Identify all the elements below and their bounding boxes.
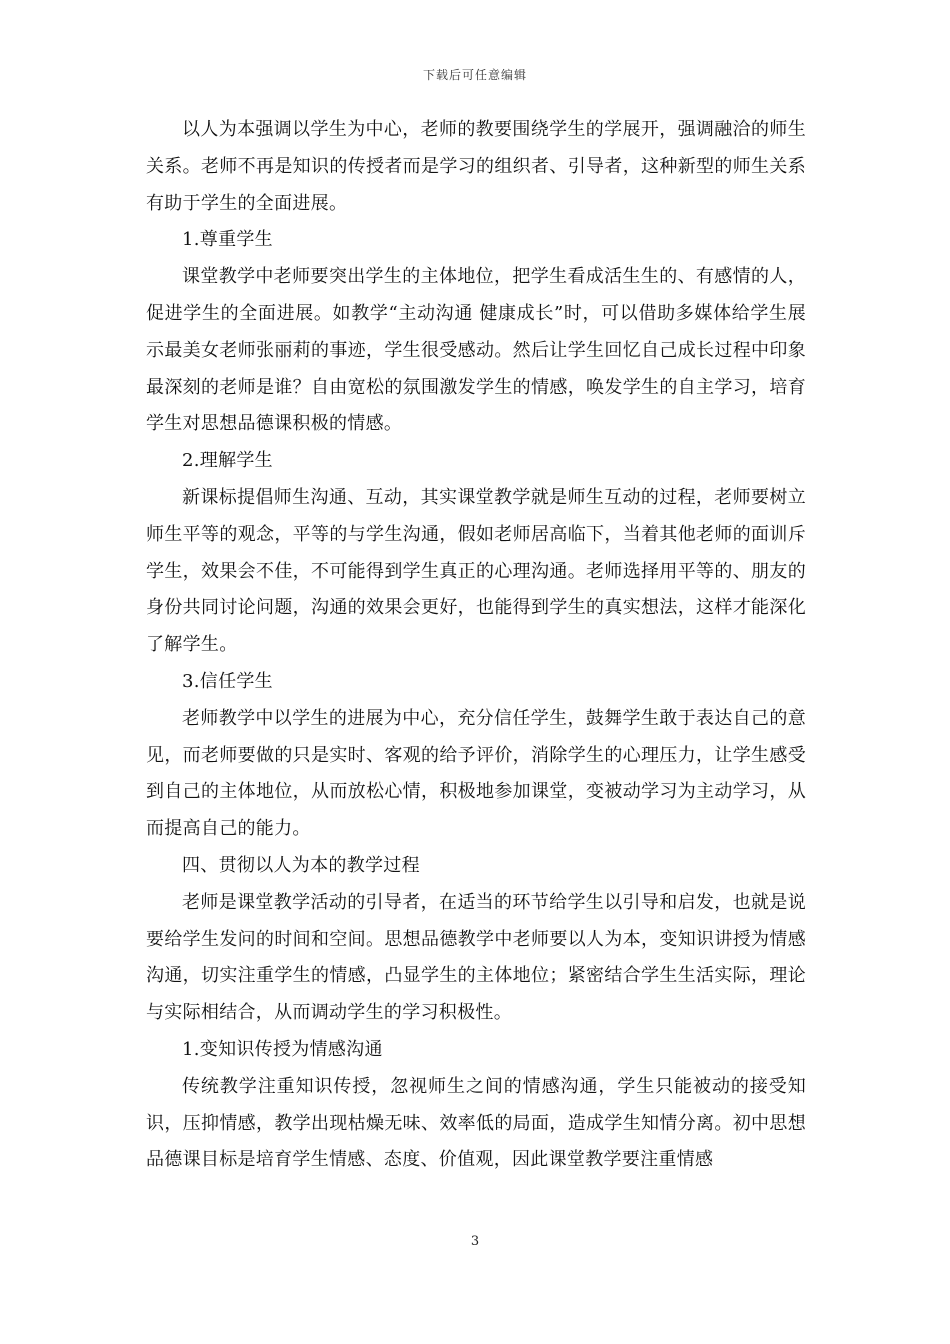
paragraph: 老师是课堂教学活动的引导者，在适当的环节给学生以引导和启发，也就是说要给学生发问的时间和空间。思想品德教学中老师要以人为本，变知识讲授为情感沟通，切实注重学生的情感，凸显学生的主体地位；紧密结合学生生活实际，理论与实际相结合，从而调动学生的学习积极性。 [146,891,806,1024]
section-heading: 3.信任学生 [182,670,273,692]
paragraph: 老师教学中以学生的进展为中心，充分信任学生，鼓舞学生敢于表达自己的意见，而老师要做的只是实时、客观的给予评价，消除学生的心理压力，让学生感受到自己的主体地位，从而放松心情，积极地参加课堂，变被动学习为主动学习，从而提高自己的能力。 [146,707,806,840]
page-header-note: 下载后可任意编辑 [422,68,527,82]
page-number: 3 [470,1234,480,1249]
paragraph: 新课标提倡师生沟通、互动，其实课堂教学就是师生互动的过程，老师要树立师生平等的观念，平等的与学生沟通，假如老师居高临下，当着其他老师的面训斥学生，效果会不佳，不可能得到学生真正的心理沟通。老师选择用平等的、朋友的身份共同讨论问题，沟通的效果会更好，也能得到学生的真实想法，这样才能深化了解学生。 [146,486,806,656]
section-heading: 1.变知识传授为情感沟通 [182,1038,383,1060]
section-heading: 四、贯彻以人为本的教学过程 [182,854,420,876]
paragraph: 以人为本强调以学生为中心，老师的教要围绕学生的学展开，强调融洽的师生关系。老师不再是知识的传授者而是学习的组织者、引导者，这种新型的师生关系有助于学生的全面进展。 [146,119,806,214]
section-heading: 1.尊重学生 [182,229,273,251]
paragraph: 传统教学注重知识传授，忽视师生之间的情感沟通，学生只能被动的接受知识，压抑情感，教学出现枯燥无味、效率低的局面，造成学生知情分离。初中思想品德课目标是培育学生情感、态度、价值观，因此课堂教学要注重情感 [146,1075,806,1171]
section-heading: 2.理解学生 [182,450,273,472]
document-body [146,112,806,1179]
paragraph: 课堂教学中老师要突出学生的主体地位，把学生看成活生生的、有感情的人，促进学生的全面进展。如教学“主动沟通 健康成长”时，可以借助多媒体给学生展示最美女老师张丽莉的事迹，学生很受感动。然后让学生回忆自己成长过程中印象最深刻的老师是谁？自由宽松的氛围激发学生的情感，唤发学生的自主学习，培育学生对思想品德课积极的情感。 [146,266,806,435]
